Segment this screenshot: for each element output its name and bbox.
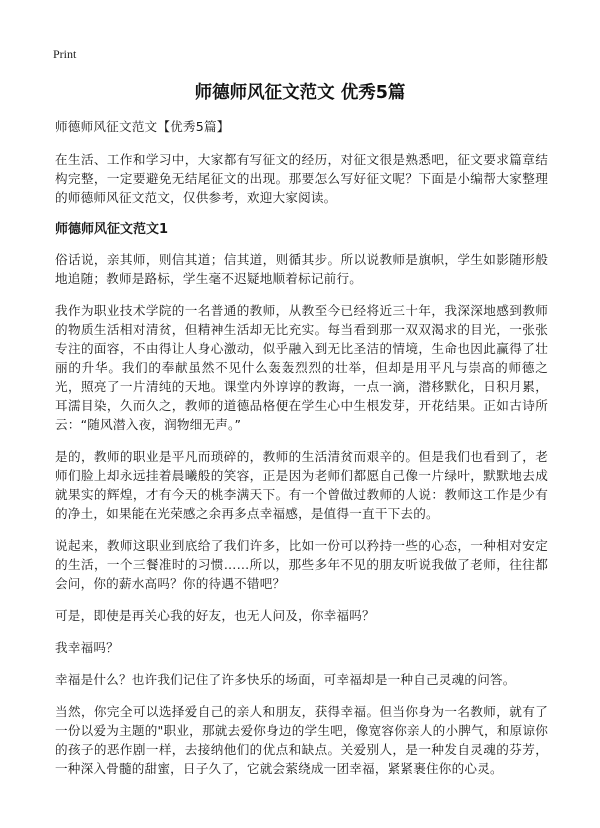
page-title: 师德师风征文范文 优秀5篇 <box>194 83 406 103</box>
body-paragraph-6: 我幸福吗？ <box>55 640 119 655</box>
body-paragraph-8: 当然，你完全可以选择爱自己的亲人和朋友，获得幸福。但当你身为一名教师，就有了一份以爱为主题的"职业，那就去爱你身边的学生吧，像宽容你亲人的小脾气，和原谅你的孩子的恶作剧一样，去接纳他们的优点和缺点。关爱别人，是一种发自灵魂的芬芳，一种深入骨髓的甜蜜，日子久了，它就会萦绕成一团幸福，紧紧裹住你的心灵。 <box>55 704 548 776</box>
body-paragraph-1: 俗话说，亲其师，则信其道；信其道，则循其步。所以说教师是旗帜，学生如影随形般地追随；教师是路标，学生毫不迟疑地顺着标记前行。 <box>55 252 548 286</box>
article-body <box>55 117 548 791</box>
body-paragraph-4: 说起来，教师这职业到底给了我们许多，比如一份可以矜持一些的心态，一种相对安定的生活，一个三餐准时的习惯……所以，那些多年不见的朋友听说我做了老师，往往都会问，你的薪水高吗？你的待遇不错吧？ <box>55 538 548 591</box>
print-link[interactable]: Print <box>53 47 77 61</box>
body-paragraph-2: 我作为职业技术学院的一名普通的教师，从教至今已经将近三十年，我深深地感到教师的物质生活相对清贫，但精神生活却无比充实。每当看到那一双双渴求的目光，一张张专注的面容，不由得让人身心激动，似乎融入到无比圣洁的情境，生命也因此赢得了壮丽的升华。我们的奉献虽然不见什么轰轰烈烈的壮举，但却是用平凡与崇高的师德之光，照亮了一片清纯的天地。课堂内外谆谆的教诲，一点一滴，潜移默化，日积月累，耳濡目染，久而久之，教师的道德品格便在学生心中生根发芽，开花结果。正如古诗所云：“随风潜入夜，润物细无声。” <box>55 303 548 432</box>
body-paragraph-5: 可是，即使是再关心我的好友，也无人问及，你幸福吗？ <box>55 608 375 623</box>
body-paragraph-7: 幸福是什么？也许我们记住了许多快乐的场面，可幸福却是一种自己灵魂的问答。 <box>55 672 516 687</box>
article-subtitle: 师德师风征文范文【优秀5篇】 <box>55 119 230 134</box>
intro-paragraph: 在生活、工作和学习中，大家都有写征文的经历，对征文很是熟悉吧，征文要求篇章结构完整，一定要避免无结尾征文的出现。那要怎么写好征文呢？下面是小编帮大家整理的师德师风征文范文，仅供参考，欢迎大家阅读。 <box>55 152 548 205</box>
section-heading: 师德师风征文范文1 <box>55 222 169 237</box>
body-paragraph-3: 是的，教师的职业是平凡而琐碎的，教师的生活清贫而艰辛的。但是我们也看到了，老师们脸上却永远挂着晨曦般的笑容，正是因为老师们都愿自己像一片绿叶，默默地去成就果实的辉煌，才有今天的桃李满天下。有一个曾做过教师的人说：教师这工作是少有的净土，如果能在光荣感之余再多点幸福感，是值得一直干下去的。 <box>55 449 548 521</box>
